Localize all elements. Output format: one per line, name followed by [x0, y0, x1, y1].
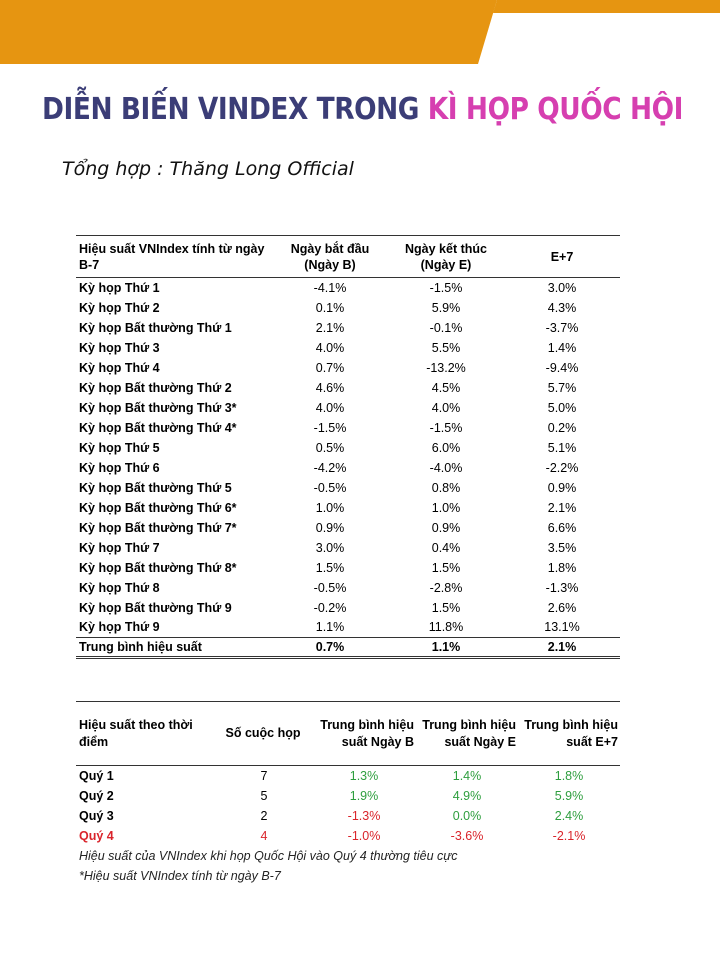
- table-row: [76, 578, 620, 598]
- table-header-row: [76, 702, 620, 766]
- value-cell: 2.4%: [554, 808, 584, 823]
- table-row: [76, 806, 620, 826]
- table-header-row: [76, 236, 620, 278]
- value-cell: 5.9%: [431, 300, 461, 315]
- value-cell: -2.1%: [552, 828, 586, 843]
- value-cell: -0.5%: [313, 580, 347, 595]
- value-cell: 2.1%: [315, 320, 345, 335]
- table-body: [76, 278, 620, 658]
- value-cell: -3.6%: [450, 828, 484, 843]
- value-cell: 5.5%: [431, 340, 461, 355]
- meeting-count-cell: 5: [260, 788, 268, 803]
- value-cell: 1.5%: [431, 560, 461, 575]
- footnote-q4: Hiệu suất của VNIndex khi họp Quốc Hội vào Quý 4 thường tiêu cực: [79, 849, 458, 863]
- value-cell: -1.0%: [347, 828, 381, 843]
- value-cell: -3.7%: [545, 320, 579, 335]
- value-cell: 11.8%: [428, 620, 464, 635]
- value-cell: 0.9%: [431, 520, 461, 535]
- average-label-cell: Trung bình hiệu suất: [76, 638, 272, 658]
- value-cell: 1.0%: [315, 500, 345, 515]
- session-name-cell: Kỳ họp Bất thường Thứ 2: [79, 380, 232, 395]
- table-row: [76, 398, 620, 418]
- quarter-label-cell: Quý 4: [79, 828, 114, 843]
- value-cell: -4.0%: [429, 460, 463, 475]
- table-row: [76, 598, 620, 618]
- value-cell: 3.0%: [547, 280, 577, 295]
- session-name-cell: Kỳ họp Bất thường Thứ 5: [79, 480, 232, 495]
- value-cell: 4.5%: [431, 380, 461, 395]
- table-row: [76, 478, 620, 498]
- value-cell: 6.6%: [547, 520, 577, 535]
- quarter-label-cell: Quý 1: [79, 768, 114, 783]
- value-cell: 0.5%: [315, 440, 345, 455]
- value-cell: 3.0%: [315, 540, 345, 555]
- meeting-count-cell: 7: [260, 768, 268, 783]
- value-cell: 5.7%: [547, 380, 577, 395]
- value-cell: 1.5%: [431, 600, 461, 615]
- value-cell: 0.2%: [547, 420, 577, 435]
- value-cell: 0.8%: [431, 480, 461, 495]
- value-cell: -4.2%: [313, 460, 347, 475]
- page-title-part1: DIỄN BIẾN VINDEX TRONG: [42, 92, 428, 127]
- header-cell: Hiệu suất theo thời điểm: [76, 702, 216, 766]
- value-cell: 6.0%: [431, 440, 461, 455]
- value-cell: 13.1%: [544, 620, 580, 635]
- value-cell: 0.9%: [315, 520, 345, 535]
- page-title: [42, 92, 683, 127]
- value-cell: -1.5%: [429, 420, 463, 435]
- session-name-cell: Kỳ họp Thứ 2: [79, 300, 160, 315]
- table-row: [76, 786, 620, 806]
- table-row: [76, 518, 620, 538]
- page-subtitle: Tổng hợp : Thăng Long Official: [62, 158, 354, 180]
- header-cell: Trung bình hiệu suất Ngày E: [416, 702, 518, 766]
- value-cell: 2.1%: [547, 500, 577, 515]
- value-cell: -1.3%: [545, 580, 579, 595]
- value-cell: 1.4%: [452, 768, 482, 783]
- meeting-count-cell: 2: [260, 808, 268, 823]
- table-row: [76, 558, 620, 578]
- table-row: [76, 298, 620, 318]
- value-cell: -9.4%: [545, 360, 579, 375]
- table-row: [76, 438, 620, 458]
- table-row: [76, 278, 620, 298]
- value-cell: -1.5%: [429, 280, 463, 295]
- value-cell: 4.3%: [547, 300, 577, 315]
- value-cell: 4.0%: [315, 340, 345, 355]
- header-cell: Trung bình hiệu suất E+7: [518, 702, 620, 766]
- value-cell: 1.5%: [315, 560, 345, 575]
- quarter-performance-table: [76, 701, 620, 846]
- value-cell: 4.0%: [431, 400, 461, 415]
- average-value-cell: 2.1%: [504, 638, 620, 658]
- header-cell: Hiệu suất VNIndex tính từ ngày B-7: [76, 236, 272, 278]
- session-name-cell: Kỳ họp Bất thường Thứ 7*: [79, 520, 237, 535]
- value-cell: 3.5%: [547, 540, 577, 555]
- value-cell: 1.8%: [547, 560, 577, 575]
- value-cell: -0.2%: [313, 600, 347, 615]
- table-row: [76, 538, 620, 558]
- session-name-cell: Kỳ họp Bất thường Thứ 8*: [79, 560, 237, 575]
- value-cell: 1.0%: [431, 500, 461, 515]
- table-row: [76, 498, 620, 518]
- value-cell: 0.9%: [547, 480, 577, 495]
- value-cell: 0.4%: [431, 540, 461, 555]
- table-row: [76, 418, 620, 438]
- value-cell: -2.8%: [429, 580, 463, 595]
- session-name-cell: Kỳ họp Thứ 8: [79, 580, 160, 595]
- value-cell: 0.1%: [315, 300, 345, 315]
- session-name-cell: Kỳ họp Bất thường Thứ 1: [79, 320, 232, 335]
- session-name-cell: Kỳ họp Bất thường Thứ 4*: [79, 420, 237, 435]
- session-name-cell: Kỳ họp Bất thường Thứ 3*: [79, 400, 237, 415]
- table-row: [76, 378, 620, 398]
- table-row: [76, 766, 620, 786]
- value-cell: 2.6%: [547, 600, 577, 615]
- quarter-label-cell: Quý 3: [79, 808, 114, 823]
- session-name-cell: Kỳ họp Thứ 4: [79, 360, 160, 375]
- value-cell: 1.4%: [547, 340, 577, 355]
- value-cell: 4.6%: [315, 380, 345, 395]
- table-row: [76, 338, 620, 358]
- average-value-cell: 1.1%: [388, 638, 504, 658]
- header-cell: Ngày kết thúc (Ngày E): [388, 236, 504, 278]
- value-cell: 0.7%: [315, 360, 345, 375]
- header-cell: Ngày bắt đầu (Ngày B): [272, 236, 388, 278]
- meeting-count-cell: 4: [260, 828, 268, 843]
- average-row: [76, 638, 620, 658]
- session-name-cell: Kỳ họp Thứ 5: [79, 440, 160, 455]
- value-cell: -13.2%: [426, 360, 466, 375]
- header-cell: Trung bình hiệu suất Ngày B: [312, 702, 416, 766]
- value-cell: -0.5%: [313, 480, 347, 495]
- session-name-cell: Kỳ họp Bất thường Thứ 6*: [79, 500, 237, 515]
- header-accent-shape: [0, 0, 720, 64]
- session-name-cell: Kỳ họp Thứ 1: [79, 280, 160, 295]
- value-cell: 4.9%: [452, 788, 482, 803]
- session-name-cell: Kỳ họp Thứ 7: [79, 540, 160, 555]
- value-cell: 1.3%: [349, 768, 379, 783]
- header-cell: Số cuộc họp: [216, 702, 312, 766]
- value-cell: -0.1%: [429, 320, 463, 335]
- session-name-cell: Kỳ họp Thứ 6: [79, 460, 160, 475]
- value-cell: -4.1%: [313, 280, 347, 295]
- page-title-part2: KÌ HỌP QUỐC HỘI: [427, 92, 683, 127]
- table-body: [76, 766, 620, 846]
- table-row: [76, 826, 620, 846]
- session-name-cell: Kỳ họp Thứ 9: [79, 620, 160, 635]
- value-cell: -2.2%: [545, 460, 579, 475]
- table-row: [76, 618, 620, 638]
- header-accent-bar: [0, 0, 720, 64]
- footnote-b7: *Hiệu suất VNIndex tính từ ngày B-7: [79, 869, 281, 883]
- session-performance-table: [76, 235, 620, 659]
- value-cell: 5.1%: [547, 440, 577, 455]
- average-value-cell: 0.7%: [272, 638, 388, 658]
- table-row: [76, 318, 620, 338]
- value-cell: 0.0%: [452, 808, 482, 823]
- session-name-cell: Kỳ họp Bất thường Thứ 9: [79, 600, 232, 615]
- value-cell: 1.9%: [349, 788, 379, 803]
- table-row: [76, 458, 620, 478]
- header-cell: E+7: [504, 236, 620, 278]
- value-cell: 4.0%: [315, 400, 345, 415]
- quarter-label-cell: Quý 2: [79, 788, 114, 803]
- table-row: [76, 358, 620, 378]
- session-name-cell: Kỳ họp Thứ 3: [79, 340, 160, 355]
- value-cell: -1.3%: [347, 808, 381, 823]
- value-cell: 5.9%: [554, 788, 584, 803]
- value-cell: 5.0%: [547, 400, 577, 415]
- value-cell: 1.8%: [554, 768, 584, 783]
- value-cell: -1.5%: [313, 420, 347, 435]
- value-cell: 1.1%: [315, 620, 345, 635]
